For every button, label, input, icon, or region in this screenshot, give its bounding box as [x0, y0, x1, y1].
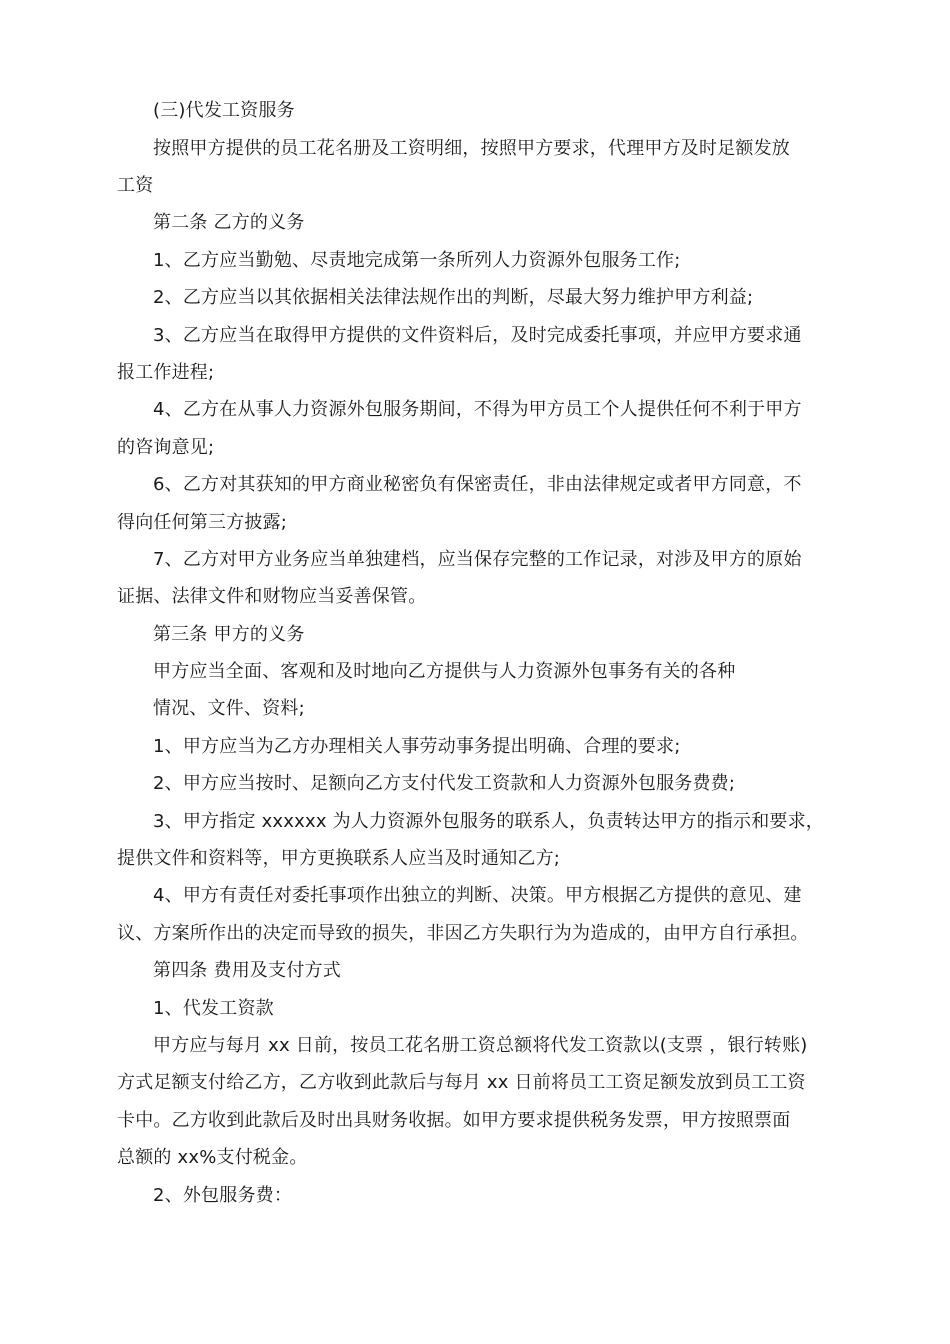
paragraph-line: 情况、文件、资料; — [153, 698, 305, 719]
paragraph-line: 3、乙方应当在取得甲方提供的文件资料后，及时完成委托事项，并应甲方要求通 — [153, 325, 802, 346]
paragraph-line: 提供文件和资料等，甲方更换联系人应当及时通知乙方; — [117, 848, 561, 869]
section-heading: (三)代发工资服务 — [153, 100, 295, 121]
paragraph-line: 议、方案所作出的决定而导致的损失，非因乙方失职行为为造成的，由甲方自行承担。 — [117, 923, 809, 944]
subsection-heading: 2、外包服务费： — [153, 1185, 293, 1206]
paragraph-line: 1、甲方应当为乙方办理相关人事劳动事务提出明确、合理的要求; — [153, 736, 681, 757]
paragraph-line: 方式足额支付给乙方，乙方收到此款后与每月 xx 日前将员工工资足额发放到员工工资 — [117, 1072, 806, 1093]
paragraph-line: 7、乙方对甲方业务应当单独建档，应当保存完整的工作记录，对涉及甲方的原始 — [153, 549, 802, 570]
paragraph-line: 甲方应当全面、客观和及时地向乙方提供与人力资源外包事务有关的各种 — [153, 661, 736, 682]
article-heading: 第二条 乙方的义务 — [153, 212, 305, 233]
paragraph-line: 报工作进程; — [117, 362, 215, 383]
paragraph-line: 3、甲方指定 xxxxxx 为人力资源外包服务的联系人，负责转达甲方的指示和要求， — [153, 811, 825, 832]
paragraph-line: 卡中。乙方收到此款后及时出具财务收据。如甲方要求提供税务发票，甲方按照票面 — [117, 1110, 791, 1131]
paragraph-line: 4、甲方有责任对委托事项作出独立的判断、决策。甲方根据乙方提供的意见、建 — [153, 885, 802, 906]
paragraph-line: 总额的 xx%支付税金。 — [117, 1147, 308, 1168]
paragraph-line: 工资 — [117, 175, 154, 196]
paragraph-line: 2、乙方应当以其依据相关法律法规作出的判断，尽最大努力维护甲方利益; — [153, 287, 754, 308]
subsection-heading: 1、代发工资款 — [153, 998, 274, 1019]
paragraph-line: 按照甲方提供的员工花名册及工资明细，按照甲方要求，代理甲方及时足额发放 — [153, 138, 790, 159]
paragraph-line: 得向任何第三方披露; — [117, 512, 288, 533]
paragraph-line: 4、乙方在从事人力资源外包服务期间，不得为甲方员工个人提供任何不利于甲方 — [153, 399, 802, 420]
article-heading: 第四条 费用及支付方式 — [153, 960, 341, 981]
article-heading: 第三条 甲方的义务 — [153, 624, 305, 645]
paragraph-line: 2、甲方应当按时、足额向乙方支付代发工资款和人力资源外包服务费费; — [153, 773, 736, 794]
paragraph-line: 的咨询意见; — [117, 437, 215, 458]
paragraph-line: 1、乙方应当勤勉、尽责地完成第一条所列人力资源外包服务工作; — [153, 250, 681, 271]
paragraph-line: 证据、法律文件和财物应当妥善保管。 — [117, 586, 427, 607]
paragraph-line: 6、乙方对其获知的甲方商业秘密负有保密责任，非由法律规定或者甲方同意，不 — [153, 474, 802, 495]
paragraph-line: 甲方应与每月 xx 日前，按员工花名册工资总额将代发工资款以(支票 ，银行转账) — [153, 1035, 808, 1056]
